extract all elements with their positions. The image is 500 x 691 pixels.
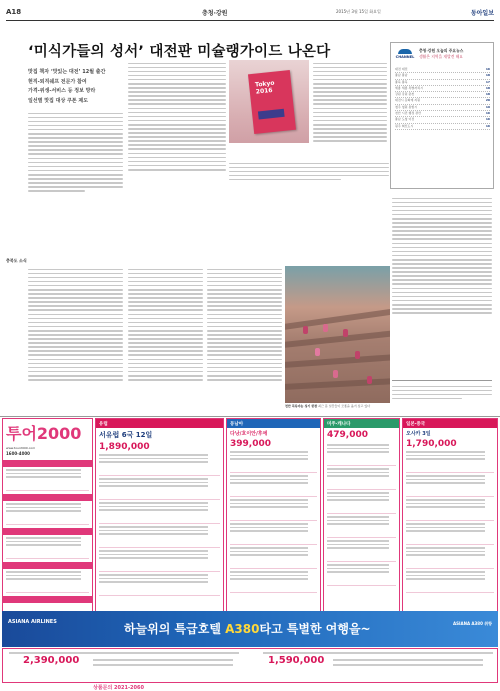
lead-line-4: 일선별 맛집 대상 쿠폰 제도 [28, 97, 89, 104]
guidebook-photo [229, 60, 309, 155]
sidebar-item[interactable]: 원주 혁신도시 16 [395, 124, 490, 130]
channel-logo: CHANNEL [395, 49, 415, 63]
sidebar-list [395, 67, 490, 130]
airline-banner[interactable] [2, 611, 498, 647]
ad-stripe [3, 494, 92, 501]
ad-stripe [3, 596, 92, 603]
sidebar-item[interactable]: 충남 충남 18 [395, 73, 490, 79]
ad-japan-title: 오사카 3일 [406, 431, 431, 437]
ad-tab-europe: 유럽 [96, 419, 223, 428]
article-headline: ‘미식가들의 성서’ 대전판 미슐랭가이드 나온다 [28, 44, 331, 60]
ad-bottom-offers [2, 648, 498, 683]
ad-japan-column [402, 418, 498, 612]
photo-caption [229, 143, 309, 155]
sidebar-item[interactable]: 청주 청원 통합시 19 [395, 105, 490, 111]
ad-america-head: 미주·캐나다 [324, 419, 399, 428]
sidebar-item[interactable]: 충북 충북 17 [395, 80, 490, 86]
ad-america-column [323, 418, 400, 612]
ad-stripe [3, 528, 92, 535]
ad-phone: 1600-4000 [6, 451, 30, 456]
ad-tab-sea: 동남아 [227, 419, 320, 428]
airline-logo: ASIANA AIRLINES [8, 619, 57, 625]
header-rule [6, 20, 494, 21]
section-subhead: 충북도 소식 [6, 258, 27, 263]
ad-europe-column [95, 418, 224, 612]
sidebar-item[interactable]: 세종 세종 특별자치시 18 [395, 86, 490, 92]
newspaper-logo: 동아일보 [470, 10, 494, 17]
page-number: A18 [6, 8, 22, 16]
sidebar-title: 충청·강원 오늘의 주요뉴스 생활은 지역을 재발견 해요 [419, 48, 464, 59]
lead-line-2: 현직-퇴직쉐프 전문가 참여 [28, 78, 87, 85]
bottom-price-right: 1,590,000 [268, 655, 325, 666]
ad-brand-column [2, 418, 93, 612]
ad-japan-price: 1,790,000 [406, 439, 457, 449]
ad-stripe [3, 460, 92, 467]
story2-col1 [28, 266, 123, 383]
ad-brand: 투어2000 [6, 424, 82, 443]
sidebar-item[interactable]: 강원 강원 춘천 18 [395, 92, 490, 98]
section-name: 충청·강원 [202, 10, 228, 17]
ad-stripe [3, 562, 92, 569]
article-body-col3 [313, 60, 387, 144]
sidebar-index [390, 42, 494, 189]
ad-url[interactable]: www.tour2000.com [6, 446, 36, 450]
farm-caption: 천안 목록야농 싱기 한창 최근 봄 일꾼들이 모종을 옮겨 심고 있다 [285, 404, 371, 408]
bottom-price-left: 2,390,000 [23, 655, 80, 666]
sidebar-item[interactable]: 대전 대전 16 [395, 67, 490, 73]
sidebar-item[interactable]: 천안 시민 행정 관련 16 [395, 111, 490, 117]
article-body-col4 [229, 160, 389, 183]
banner-right-text: ASIANA A380 취항 [453, 621, 492, 626]
ad-america-price: 479,000 [327, 430, 368, 440]
story2-col2 [128, 266, 203, 383]
ad-sea-title: 다낭/호이안/후에 [230, 431, 268, 437]
article-lead [28, 68, 128, 106]
ad-phone-footer: 상품문의 2021-2060 [93, 685, 144, 691]
ad-tab-japan: 일본·중국 [403, 419, 497, 428]
banner-message: 하늘위의 특급호텔 A380타고 특별한 여행을~ [124, 622, 371, 636]
sidebar-notices [392, 195, 492, 316]
page-header [6, 8, 494, 18]
ad-sea-column [226, 418, 321, 612]
article-body-col2 [128, 60, 226, 173]
ad-europe-price: 1,890,000 [99, 442, 150, 452]
lead-line-1: 맛집 책자 ‘맛있는 대전’ 12월 출간 [28, 69, 106, 75]
ad-sea-price: 399,000 [230, 439, 271, 449]
sidebar-item[interactable]: 대전시 문화재 지원 20 [395, 98, 490, 104]
lead-line-3: 가격-위생-서비스 등 정보 망라 [28, 88, 96, 94]
farm-photo [285, 266, 390, 403]
contact-box [392, 380, 492, 412]
story2-col3 [207, 266, 282, 383]
sidebar-item[interactable]: 충남 도청 이전 16 [395, 117, 490, 123]
issue-date: 2015년 3월 15일 화요일 [336, 9, 381, 14]
article-body-col1 [28, 110, 123, 194]
guidebook-cover: Tokyo 2016 [248, 70, 296, 134]
ad-europe-title: 서유럽 6국 12일 [99, 431, 153, 439]
ad-divider [0, 416, 500, 417]
